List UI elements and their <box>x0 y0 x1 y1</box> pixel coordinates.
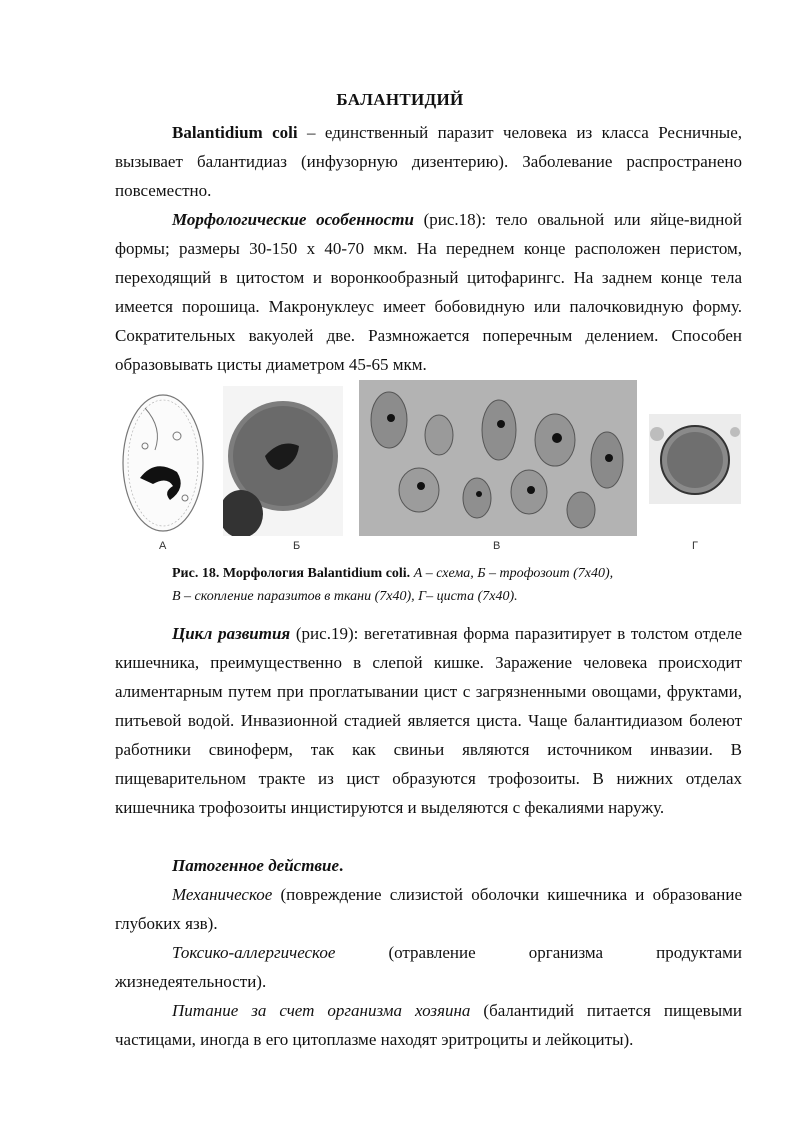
pathogenic-heading: Патогенное действие <box>172 856 340 875</box>
figure-v-tissue <box>359 380 637 536</box>
figure-label-g: Г <box>692 540 698 552</box>
intro-text: – единственный паразит человека из класса Ресничные, вызывает балантидиаз (инфузорную дизентерию). Заболевание распространено повсеместно. <box>115 123 743 200</box>
lifecycle-heading: Цикл развития <box>172 624 291 643</box>
page-title: БАЛАНТИДИЙ <box>336 90 464 109</box>
figure-g-cyst <box>649 414 741 504</box>
nutrition-term: Питание за счет организма хозяина <box>172 1001 471 1020</box>
mechanical-term: Механическое <box>172 885 273 904</box>
lifecycle-paragraph <box>115 619 742 822</box>
figure-18 <box>115 380 745 558</box>
figure-caption-line-2 <box>172 586 732 607</box>
toxic-text: (отравление организма продуктами жизнедеятельности). <box>115 943 742 991</box>
morphology-paragraph <box>115 205 742 379</box>
figure-label-b: Б <box>293 540 301 552</box>
pathogenic-heading-paragraph <box>115 851 742 880</box>
figure-b-trophozoite <box>223 386 343 536</box>
figure-caption-line-1 <box>172 563 732 584</box>
nutrition-text: (балантидий питается пищевыми частицами, иногда в его цитоплазме находят эритроциты и лейкоциты). <box>115 1001 742 1049</box>
pathogenic-heading-dot: . <box>339 856 344 875</box>
pathogenic-item-mechanical <box>115 880 742 938</box>
toxic-term: Токсико-аллергическое <box>172 943 336 962</box>
morphology-heading: Морфологические особенности <box>172 210 414 229</box>
species-name: Balantidium coli <box>172 123 298 142</box>
figure-label-v: В <box>493 540 501 552</box>
mechanical-text: (повреждение слизистой оболочки кишечника и образование глубоких язв). <box>115 885 742 933</box>
caption-part-2: В – скопление паразитов в ткани (7х40), Г– циста (7х40). <box>172 589 518 604</box>
figure-a-schematic <box>115 388 215 538</box>
intro-paragraph <box>115 118 742 205</box>
lifecycle-text: (рис.19): вегетативная форма паразитирует в толстом отделе кишечника, преимущественно в слепой кишке. Заражение человека происходит алиментарным путем при проглатывании цист с загрязненными овощами, фруктами, питьевой водой. Инвазионной стадией является циста. Чаще балантидиазом болеют работники свиноферм, так как свиньи являются источником инвазии. В пищеварительном тракте из цист образуются трофозоиты. В нижних отделах кишечника трофозоиты инцистируются и выделяются с фекалиями наружу. <box>115 624 742 817</box>
pathogenic-item-nutrition <box>115 996 742 1054</box>
figure-label-a: А <box>159 540 167 552</box>
caption-title: Рис. 18. Морфология Balantidium coli. <box>172 566 411 581</box>
morphology-text: (рис.18): тело овальной или яйце-видной формы; размеры 30-150 х 40-70 мкм. На переднем конце расположен перистом, переходящий в цитостом и воронкообразный цитофарингс. На заднем конце тела имеется порошица. Макронуклеус имеет бобовидную или палочковидную форму. Сократительных вакуолей две. Размножается поперечным делением. Способен образовывать цисты диаметром 45-65 мкм. <box>115 210 743 374</box>
pathogenic-item-toxic <box>115 938 742 996</box>
caption-part-1: А – схема, Б – трофозоит (7х40), <box>410 566 614 581</box>
